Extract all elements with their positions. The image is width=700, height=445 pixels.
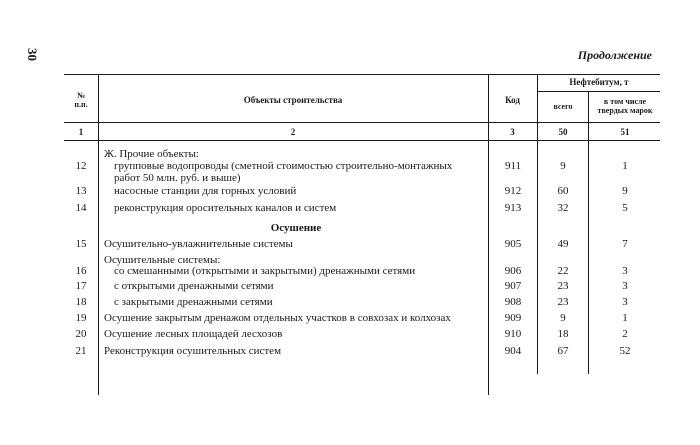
row-number: 20 [75,328,87,340]
row-number: 16 [75,265,87,277]
section-heading: Осушение [270,222,322,234]
row-solid: 9 [622,185,628,197]
row-total: 18 [557,328,569,340]
row-solid: 3 [622,296,628,308]
row-number: 18 [75,296,87,308]
row-total: 9 [560,160,566,172]
row-solid: 7 [622,238,628,250]
row-name: насосные станции для горных условий [114,185,297,197]
col-number-2: 2 [290,127,296,137]
row-code: 910 [504,328,522,340]
row-name: групповые водопроводы (сметной стоимостью строительно-монтажных [114,160,453,172]
row-name: Осушение лесных площадей лесхозов [104,328,283,340]
row-number: 15 [75,238,87,250]
row-number: 14 [75,202,87,214]
col-number-3: 3 [510,127,515,137]
row-solid: 1 [622,312,628,324]
row-total: 60 [557,185,569,197]
column-divider-2 [488,74,489,395]
row-solid: 3 [622,265,628,277]
row-solid: 1 [622,160,628,172]
row-name: реконструкция оросительных каналов и систем [114,202,337,214]
header-solid: в том числе твердых марок [597,97,653,115]
row-group-label: Осушительные системы: [104,254,221,266]
row-code: 911 [504,160,522,172]
header-bottom-rule [64,122,660,123]
row-solid: 2 [622,328,628,340]
row-group-label: Ж. Прочие объекты: [104,148,199,160]
column-divider-4 [588,91,589,374]
row-code: 908 [504,296,522,308]
row-code: 904 [504,345,522,357]
row-name: Осушение закрытым дренажом отдельных участков в совхозах и колхозах [104,312,451,324]
row-total: 23 [557,296,569,308]
row-number: 13 [75,185,87,197]
row-total: 23 [557,280,569,292]
row-total: 67 [557,345,569,357]
table-top-rule [64,74,660,75]
col-number-1: 1 [78,127,84,137]
row-code: 909 [504,312,522,324]
col-number-50: 50 [558,127,568,137]
row-code: 912 [504,185,522,197]
row-total: 32 [557,202,569,214]
row-number: 19 [75,312,87,324]
row-number: 17 [75,280,87,292]
row-number: 21 [75,345,87,357]
row-code: 906 [504,265,522,277]
header-num: № п.п. [74,91,88,109]
row-name: со смешанными (открытыми и закрытыми) дренажными сетями [114,265,416,277]
header-total: всего [553,102,573,111]
row-name: с закрытыми дренажными сетями [114,296,273,308]
header-code: Код [505,95,520,105]
row-name: Осушительно-увлажнительные системы [104,238,293,250]
row-code: 913 [504,202,522,214]
row-solid: 3 [622,280,628,292]
column-divider-1 [98,74,99,395]
row-total: 22 [557,265,569,277]
row-name: с открытыми дренажными сетями [114,280,274,292]
continuation-label: Продолжение [577,48,652,62]
row-name: Реконструкция осушительных систем [104,345,282,357]
row-total: 49 [557,238,569,250]
row-name-cont: работ 50 млн. руб. и выше) [114,172,241,184]
row-total: 9 [560,312,566,324]
header-objects: Объекты строительства [243,95,343,105]
column-number-rule [64,140,660,141]
row-code: 907 [504,280,522,292]
row-number: 12 [75,160,87,172]
row-solid: 5 [622,202,628,214]
header-group: Нефтебитум, т [569,77,629,87]
col-number-51: 51 [620,127,630,137]
group-header-rule [538,91,660,92]
page-number: 30 [25,48,40,61]
row-solid: 52 [619,345,631,357]
row-code: 905 [504,238,522,250]
